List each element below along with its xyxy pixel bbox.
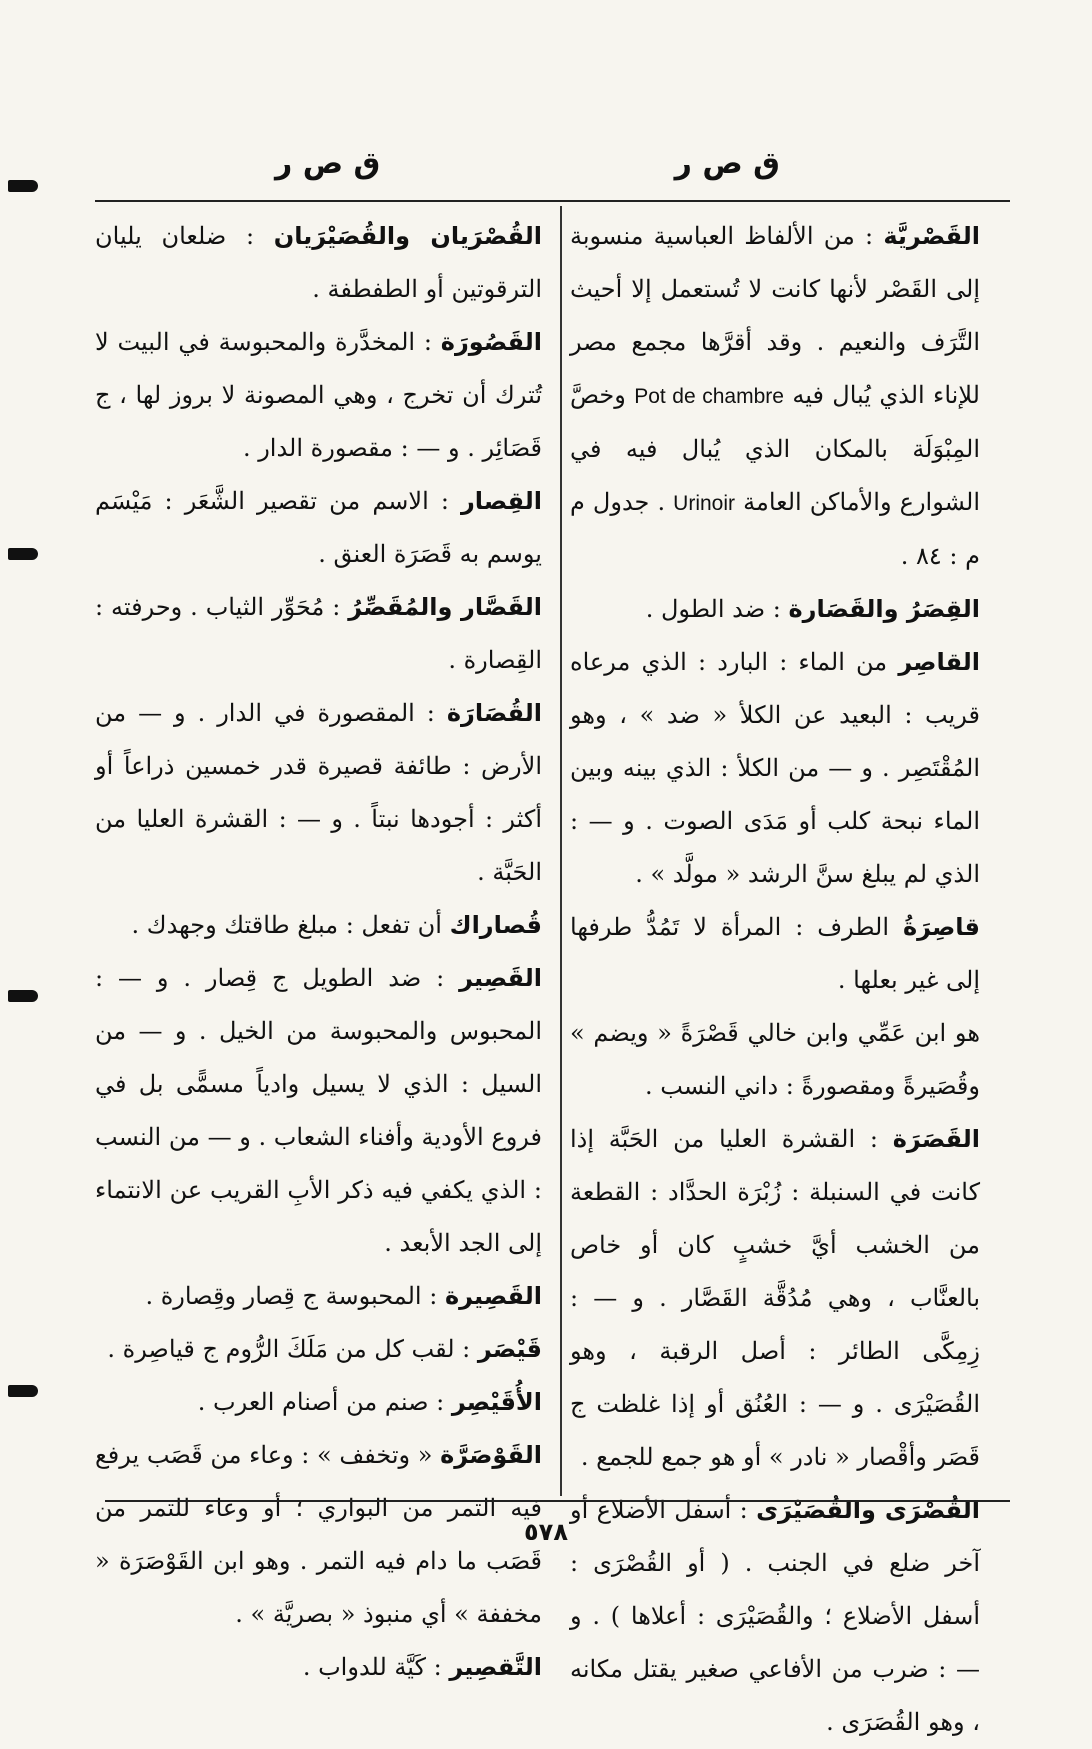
definition: وخصَّ المِبْوَلَة بالمكان الذي يُبال فيه في الشوارع والأماكن العامة xyxy=(570,381,980,516)
entry xyxy=(95,1376,542,1429)
definition: هو ابن عَمِّي وابن خالي قَصْرَةً « ويضم » وقُصَيرةً ومقصورةً : داني النسب . xyxy=(570,1019,980,1100)
definition: : لقب كل من مَلَكَ الرُّوم ج قياصِرة . xyxy=(107,1335,471,1363)
definition: أن تفعل : مبلغ طاقتك وجهدك . xyxy=(131,911,442,939)
definition: . جدول م م : ٨٤ . xyxy=(570,488,980,570)
headword: القَوْصَرَّة xyxy=(440,1441,542,1469)
definition: من الماء : البارد : الذي مرعاه قريب : البعيد عن الكلأ « ضد » ، وهو المُقْتَصِر . و — من الكلأ : الذي بينه وبين الماء نبحة كلب أو مَدَى الصوت . و — : الذي لم يبلغ سنَّ الرشد « مولَّد » . xyxy=(570,648,980,888)
definition: : الاسم من تقصير الشَّعَر : مَيْسَم يوسم به قَصَرَة العنق . xyxy=(95,487,542,568)
definition: : المخدَّرة والمحبوسة في البيت لا تُترك أن تخرج ، وهي المصونة لا بروز لها ، ج قَصَائِر . و — : مقصورة الدار . xyxy=(95,328,542,462)
page-number: ٥٧٨ xyxy=(524,1518,568,1546)
headword: القُصْرَيان والقُصَيْرَيان xyxy=(273,222,542,250)
header-rule xyxy=(95,200,1010,202)
definition: : أسفل الأضلاع أو آخر ضلع في الجنب . ( أو القُصْرَى : أسفل الأضلاع ؛ والقُصَيْرَى : أعلاها ) . و — : ضرب من الأفاعي صغير يقتل مكانه ، وهو القُصَرَى . xyxy=(570,1496,980,1736)
margin-mark xyxy=(8,180,38,192)
definition: : صنم من أصنام العرب . xyxy=(197,1388,445,1416)
definition: الطرف : المرأة لا تَمُدُّ طرفها إلى غير بعلها . xyxy=(570,913,980,994)
definition: : ضد الطويل ج قِصار . و — : المحبوس والمحبوسة من الخيل . و — من السيل : الذي لا يسيل وادياً مسمًّى بل في فروع الأودية وأفناء الشعاب . و — من النسب : الذي يكفي فيه ذكر الأبِ القريب عن الانتماء إلى الجد الأبعد . xyxy=(95,964,542,1257)
entry xyxy=(95,899,542,952)
left-column xyxy=(85,210,550,1694)
headword: القُصَارَة xyxy=(446,699,542,727)
headword: القَصْريَّة xyxy=(883,222,981,250)
entry xyxy=(95,687,542,899)
headword: القِصَرُ والقَصَارة xyxy=(788,595,980,623)
definition: : من الألفاظ العباسية منسوبة إلى القَصْر لأنها كانت لا تُستعمل إلا أحيث التَّرَف والنعيم . وقد أقرَّها مجمع مصر للإناء الذي يُبال فيه xyxy=(570,222,980,409)
definition: « وتخفف » : وعاء من قَصَب يرفع فيه التمر من البواري ؛ أو وعاء للتمر من قَصَب ما دام فيه التمر . وهو ابن القَوْصَرَة « مخففة » أي منبوذ « بصريَّة » . xyxy=(95,1441,542,1628)
footer-rule xyxy=(105,1500,1010,1502)
latin-term: Pot de chambre xyxy=(634,385,784,408)
header-root-right: ق ص ر xyxy=(674,146,780,181)
entry xyxy=(570,636,980,901)
latin-term: Urinoir xyxy=(673,492,736,515)
entry xyxy=(570,901,980,1007)
entry xyxy=(570,1007,980,1113)
headword: القُصْرَى والقُصَيْرَى xyxy=(756,1496,980,1524)
margin-mark xyxy=(8,990,38,1002)
entry xyxy=(570,583,980,636)
headword: قاصِرَةُ xyxy=(903,913,981,941)
definition: : المقصورة في الدار . و — من الأرض : طائفة قصيرة قدر خمسين ذراعاً أو أكثر : أجودها نبتاً . و — : القشرة العليا من الحَبَّة . xyxy=(95,699,542,886)
headword: التَّقصِير xyxy=(449,1653,542,1681)
headword: القَصُورَة xyxy=(440,328,542,356)
headword: القِصار xyxy=(460,487,542,515)
headword: القَصِيرة xyxy=(444,1282,542,1310)
definition: : كَيَّة للدواب . xyxy=(302,1653,442,1681)
headword: القَصَّار والمُقَصِّرُ xyxy=(348,593,542,621)
entry xyxy=(95,316,542,475)
entry xyxy=(95,1641,542,1694)
headword: الأُقَيْصِر xyxy=(451,1388,542,1416)
margin-mark xyxy=(8,1385,38,1397)
definition: : ضد الطول . xyxy=(645,595,781,623)
definition: : مُحَوِّر الثياب . وحرفته : القِصارة . xyxy=(95,593,542,674)
entry xyxy=(95,581,542,687)
running-header xyxy=(95,140,1010,200)
header-root-left: ق ص ر xyxy=(275,146,381,181)
headword: القاصِر xyxy=(898,648,980,676)
entry xyxy=(570,210,980,583)
definition: : القشرة العليا من الحَبَّة إذا كانت في السنبلة : زُبْرَة الحدَّاد : القطعة من الخشب أيَّ خشبٍ كان أو خاص بالعنَّاب ، وهي مُدُقَّة القَصَّار . و — : زِمِكَّى الطائر : أصل الرقبة ، وهو القُصَيْرَى . و — : العُنُق أو إذا غلظت ج قَصَر وأقْصار « نادر » أو هو جمع للجمع . xyxy=(570,1125,980,1471)
entry xyxy=(95,1323,542,1376)
headword: القَصِير xyxy=(459,964,542,992)
headword: قُصاراك xyxy=(449,911,542,939)
headword: قَيْصَر xyxy=(477,1335,542,1363)
definition: : ضلعان يليان الترقوتين أو الطفطفة . xyxy=(95,222,542,303)
definition: : المحبوسة ج قِصار وقِصارة . xyxy=(145,1282,438,1310)
entry xyxy=(95,1270,542,1323)
entry xyxy=(570,1113,980,1484)
margin-mark xyxy=(8,548,38,560)
entry xyxy=(95,210,542,316)
headword: القَصَرَة xyxy=(892,1125,980,1153)
entry xyxy=(95,475,542,581)
entry xyxy=(95,952,542,1270)
